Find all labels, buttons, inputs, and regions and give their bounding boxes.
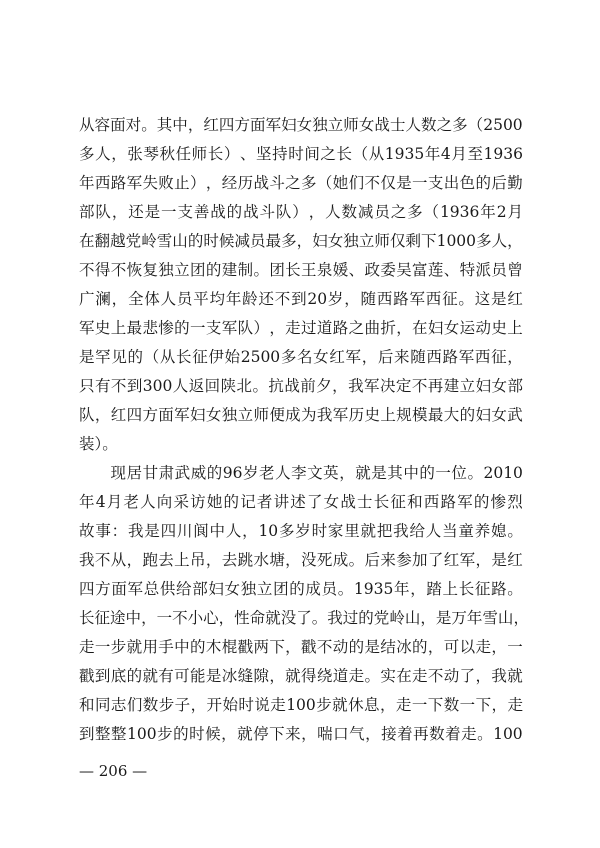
- text-line: 四 方 面 军 总 供 给 部 妇 女 独 立 团 的 成 员 。 1935 年 ， 踏 上 长 征 路 。: [79, 580, 523, 598]
- text-line: 戳 到 底 的 就 有 可 能 是 冰 缝 隙 ， 就 得 绕 道 走 。 实 在 走 不 动 了 ， 我 就: [79, 667, 523, 685]
- text-line: 年 4 月 老 人 向 采 访 她 的 记 者 讲 述 了 女 战 士 长 征 和 西 路 军 的 惨 烈: [79, 493, 523, 511]
- text-line: 在 翻 越 党 岭 雪 山 的 时 候 减 员 最 多 ， 妇 女 独 立 师 仅 剩 下 1000 多 人 ，: [79, 232, 523, 250]
- text-line: 到 整 整 100 步 的 时 候 ， 就 停 下 来 ， 喘 口 气 ， 接 着 再 数 着 走 。 100: [79, 725, 523, 743]
- text-line: 是 罕 见 的 （ 从 长 征 伊 始 2500 多 名 女 红 军 ， 后 来 随 西 路 军 西 征 ，: [79, 348, 523, 366]
- text-line: 我 不 从 ， 跑 去 上 吊 ， 去 跳 水 塘 ， 没 死 成 。 后 来 参 加 了 红 军 ， 是 红: [79, 551, 523, 569]
- page-number: — 206 —: [79, 762, 148, 780]
- text-line: 部 队 ， 还 是 一 支 善 战 的 战 斗 队 ） ， 人 数 减 员 之 多 （ 1936 年 2 月: [79, 203, 523, 221]
- text-line: 现 居 甘 肃 武 威 的 96 岁 老 人 李 文 英 ， 就 是 其 中 的 一 位 。 2010: [110, 464, 523, 482]
- text-line: 不 得 不 恢 复 独 立 团 的 建 制 。 团 长 王 泉 媛 、 政 委 吴 富 莲 、 特 派 员 曾: [79, 261, 523, 279]
- text-line: 广 澜 ， 全 体 人 员 平 均 年 龄 还 不 到 20 岁 ， 随 西 路 军 西 征 。 这 是 红: [79, 290, 523, 308]
- text-line: 故 事 ： 我 是 四 川 阆 中 人 ， 10 多 岁 时 家 里 就 把 我 给 人 当 童 养 媳 。: [79, 522, 523, 540]
- text-line: 从 容 面 对 。 其 中 ， 红 四 方 面 军 妇 女 独 立 师 女 战 士 人 数 之 多 （ 2500: [79, 116, 523, 134]
- body-text: [79, 111, 529, 749]
- text-line: 和 同 志 们 数 步 子 ， 开 始 时 说 走 100 步 就 休 息 ， 走 一 下 数 一 下 ， 走: [79, 696, 523, 714]
- text-line: 军 史 上 最 悲 惨 的 一 支 军 队 ） ， 走 过 道 路 之 曲 折 ， 在 妇 女 运 动 史 上: [79, 319, 523, 337]
- text-line: 只 有 不 到 300 人 返 回 陕 北 。 抗 战 前 夕 ， 我 军 决 定 不 再 建 立 妇 女 部: [79, 377, 523, 395]
- text-line: 长 征 途 中 ， 一 不 小 心 ， 性 命 就 没 了 。 我 过 的 党 岭 山 ， 是 万 年 雪 山 ，: [79, 609, 529, 627]
- text-line: 走 一 步 就 用 手 中 的 木 棍 戳 两 下 ， 戳 不 动 的 是 结 冰 的 ， 可 以 走 ， 一: [79, 638, 523, 656]
- text-line: 多 人 ， 张 琴 秋 任 师 长 ） 、 坚 持 时 间 之 长 （ 从 1935 年 4 月 至 1936: [79, 145, 523, 163]
- text-line: 队 ， 红 四 方 面 军 妇 女 独 立 师 便 成 为 我 军 历 史 上 规 模 最 大 的 妇 女 武: [79, 406, 523, 424]
- text-line: 年 西 路 军 失 败 止 ） ， 经 历 战 斗 之 多 （ 她 们 不 仅 是 一 支 出 色 的 后 勤: [79, 174, 523, 192]
- text-line: 装）。: [79, 435, 118, 453]
